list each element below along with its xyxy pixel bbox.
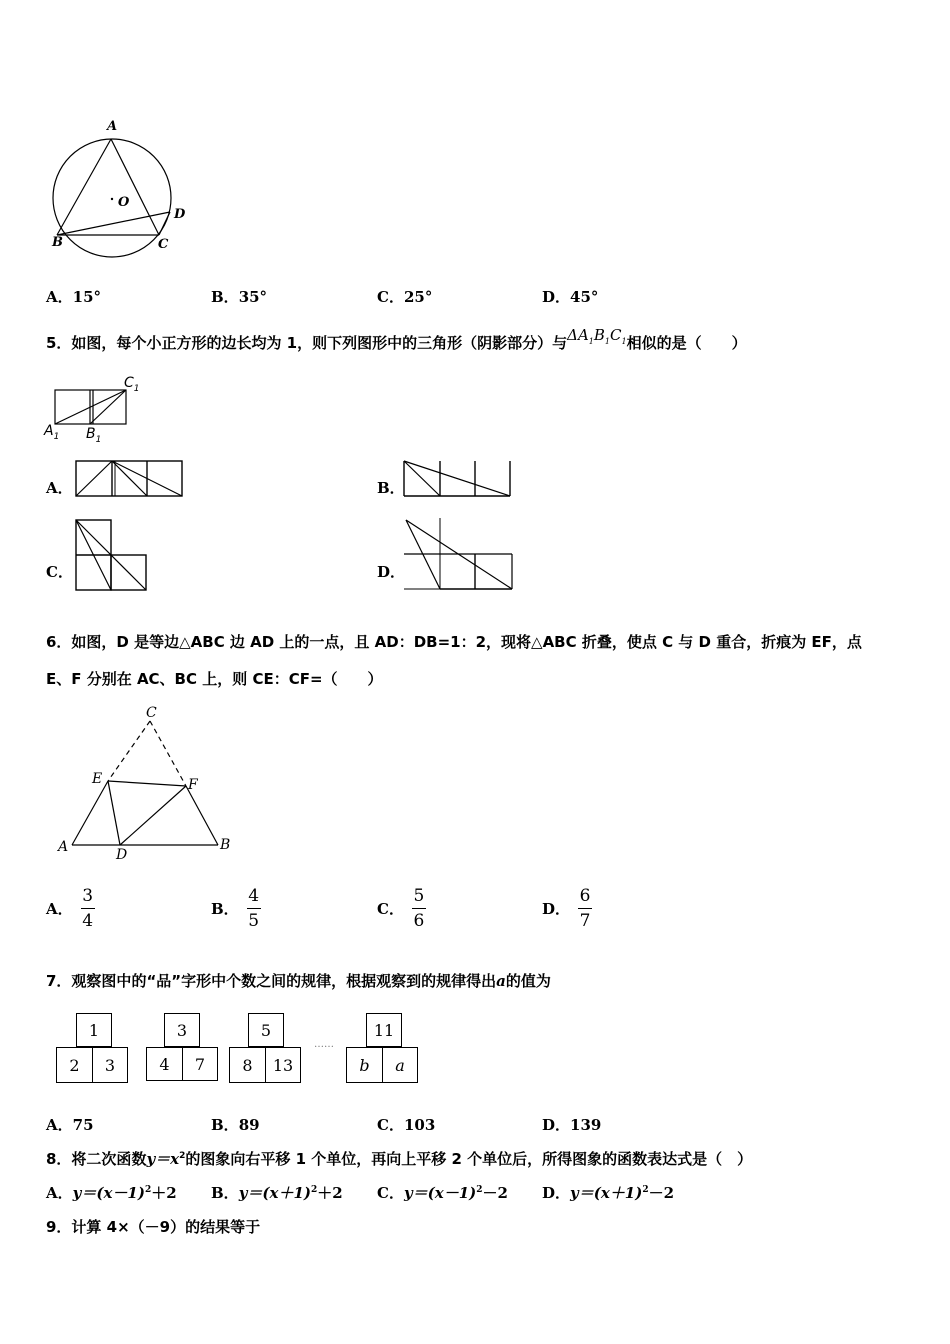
q8-stem-suffix: 的图象向右平移 1 个单位，再向上平移 2 个单位后，所得图象的函数表达式是（ ） (185, 1150, 753, 1168)
option-letter: B． (211, 1184, 239, 1202)
q8-option-b[interactable] (211, 1182, 343, 1203)
pin-left: 4 (146, 1047, 183, 1081)
q8-stem-prefix: 8．将二次函数 (46, 1150, 147, 1168)
pin-left: b (346, 1047, 383, 1083)
grid-figure-a (74, 458, 186, 500)
segment-cd (159, 212, 170, 235)
q5-option-a-figure[interactable] (74, 458, 186, 500)
q7-option-c[interactable] (377, 1114, 435, 1135)
q8-stem (46, 1148, 752, 1169)
denominator: 5 (248, 911, 260, 931)
label-b: B (52, 235, 63, 250)
q6-stem-line2: E、F 分别在 AC、BC 上，则 CE：CF=（ ） (46, 670, 383, 688)
pin-ellipsis: …… (314, 1039, 334, 1050)
label-o: O (118, 195, 130, 210)
pin-top: 1 (76, 1013, 112, 1047)
option-lhs: y＝(x＋1) (570, 1184, 643, 1202)
segment-ed (108, 781, 120, 845)
q7-stem-suffix: 的值为 (505, 972, 551, 990)
q5-option-c-letter[interactable]: C． (46, 563, 73, 581)
q4-option-c[interactable] (377, 286, 432, 307)
label-a1 (44, 423, 59, 442)
pin-top: 11 (366, 1013, 402, 1047)
q7-stem-var: a (496, 972, 506, 990)
label-a: A (107, 119, 118, 134)
grid-figure-d (402, 515, 517, 595)
option-rhs: ＋2 (317, 1184, 343, 1202)
circle-diagram (40, 115, 200, 265)
math-c: C (610, 326, 622, 344)
pin-right: 13 (265, 1047, 301, 1083)
label-letter: A (44, 423, 54, 439)
option-letter: A． (46, 900, 73, 918)
option-exp: 2 (476, 1185, 483, 1195)
q8-option-d[interactable] (542, 1182, 674, 1203)
pin-left: 8 (229, 1047, 266, 1083)
numerator: 6 (579, 886, 591, 906)
label-c: C (146, 705, 157, 721)
option-letter: A． (46, 1116, 73, 1134)
q5-option-b-letter[interactable]: B． (377, 479, 405, 497)
option-exp: 2 (642, 1185, 649, 1195)
math-b: B (593, 326, 605, 344)
label-c: C (158, 237, 169, 252)
label-letter: B (86, 426, 96, 442)
option-value: 35° (238, 288, 268, 306)
option-letter: A． (46, 1184, 73, 1202)
option-letter: D． (542, 900, 571, 918)
fold-ef (108, 781, 186, 786)
triangle-fold-diagram (52, 705, 242, 865)
option-letter: C． (377, 288, 404, 306)
numerator: 3 (82, 886, 94, 906)
segment-ac (111, 139, 159, 235)
fraction (81, 886, 95, 931)
numerator: 5 (413, 886, 425, 906)
q8-stem-func: y＝x (146, 1150, 180, 1168)
option-lhs: y＝(x－1) (72, 1184, 145, 1202)
pin-top: 3 (164, 1013, 200, 1047)
option-rhs: －2 (482, 1184, 508, 1202)
pin-right: 3 (92, 1047, 128, 1083)
q5-option-d-letter[interactable]: D． (377, 563, 406, 581)
option-value: 89 (238, 1116, 260, 1134)
option-letter: D． (542, 288, 571, 306)
q9-stem: 9．计算 4×（－9）的结果等于 (46, 1218, 261, 1236)
fraction (578, 886, 592, 931)
pin-top: 5 (248, 1013, 284, 1047)
label-f: F (188, 777, 198, 793)
grid-figure-c (74, 517, 152, 593)
q6-option-b[interactable] (211, 886, 261, 931)
option-letter: D． (542, 1116, 571, 1134)
option-value: 103 (403, 1116, 436, 1134)
q5-option-b-figure[interactable] (402, 458, 517, 500)
pin-right: 7 (182, 1047, 218, 1081)
label-sub: 1 (95, 434, 102, 445)
label-e: E (92, 771, 103, 787)
q6-figure (52, 705, 242, 865)
option-letter: C． (377, 1116, 404, 1134)
center-point (111, 198, 113, 200)
q4-option-d[interactable] (542, 286, 598, 307)
math-sub: 1 (588, 337, 594, 346)
pin-right: a (382, 1047, 418, 1083)
label-sub: 1 (53, 431, 60, 442)
q5-reference-figure (44, 375, 154, 445)
numerator: 4 (248, 886, 260, 906)
option-letter: D． (542, 1184, 571, 1202)
q5-stem-math (567, 326, 626, 344)
option-value: 45° (570, 288, 599, 306)
option-value: 25° (403, 288, 433, 306)
option-lhs: y＝(x－1) (403, 1184, 477, 1202)
option-exp: 2 (310, 1185, 318, 1195)
label-b1 (86, 426, 101, 445)
pin-group-1 (56, 1013, 128, 1083)
q6-option-c[interactable] (377, 886, 426, 931)
q5-stem-suffix: 相似的是（ ） (626, 334, 747, 352)
option-letter: C． (377, 900, 404, 918)
q5-option-a-letter[interactable]: A． (46, 479, 73, 497)
dashed-cf (150, 721, 186, 786)
label-letter: C (124, 375, 134, 391)
option-value: 15° (72, 288, 102, 306)
q6-stem-line1: 6．如图，D 是等边△ABC 边 AD 上的一点，且 AD：DB=1：2，现将△ABC 折叠，使点 C 与 D 重合，折痕为 EF，点 (46, 633, 862, 651)
option-value: 139 (570, 1116, 602, 1134)
option-lhs: y＝(x＋1) (238, 1184, 311, 1202)
label-a: A (58, 839, 69, 855)
q8-option-a[interactable] (46, 1182, 177, 1203)
dashed-ce (108, 721, 150, 781)
option-letter: B． (211, 288, 239, 306)
denominator: 4 (82, 911, 94, 931)
denominator: 7 (579, 911, 591, 931)
option-exp: 2 (144, 1185, 152, 1195)
label-sub: 1 (133, 383, 140, 394)
q7-option-d[interactable] (542, 1114, 601, 1135)
option-value: 75 (72, 1116, 94, 1134)
q5-stem (46, 326, 747, 354)
q8-stem-exp: 2 (179, 1151, 186, 1161)
q7-option-a[interactable] (46, 1114, 94, 1135)
fraction (247, 886, 261, 931)
label-b: B (220, 837, 231, 853)
q4-option-a[interactable] (46, 286, 101, 307)
math-sub: 1 (604, 337, 610, 346)
pin-left: 2 (56, 1047, 93, 1083)
q4-figure (40, 115, 200, 265)
option-rhs: －2 (648, 1184, 675, 1202)
math-a: ΔA (567, 326, 589, 344)
pin-group-3 (229, 1013, 301, 1083)
pin-group-4 (346, 1013, 418, 1083)
option-letter: B． (211, 1116, 239, 1134)
q6-option-d[interactable] (542, 886, 592, 931)
q8-option-c[interactable] (377, 1182, 508, 1203)
segment-ab (57, 139, 111, 235)
q5-option-c-figure[interactable] (74, 517, 152, 593)
option-letter: A． (46, 288, 73, 306)
q7-stem (46, 970, 551, 991)
label-d: D (174, 207, 186, 222)
label-d: D (116, 847, 128, 863)
denominator: 6 (413, 911, 425, 931)
option-rhs: ＋2 (151, 1184, 177, 1202)
q6-option-a[interactable] (46, 886, 95, 931)
option-letter: C． (377, 1184, 404, 1202)
fraction (412, 886, 426, 931)
pin-group-2 (146, 1013, 218, 1083)
math-sub: 1 (621, 337, 627, 346)
q7-stem-prefix: 7．观察图中的“品”字形中个数之间的规律，根据观察到的规律得出 (46, 972, 497, 990)
grid-figure-b (402, 458, 517, 500)
q4-option-b[interactable] (211, 286, 267, 307)
q5-option-d-figure[interactable] (402, 515, 517, 595)
q7-option-b[interactable] (211, 1114, 260, 1135)
q5-stem-prefix: 5．如图，每个小正方形的边长均为 1，则下列图形中的三角形（阴影部分）与 (46, 334, 568, 352)
option-letter: B． (211, 900, 239, 918)
segment-fd (120, 786, 186, 845)
label-c1 (124, 375, 140, 394)
